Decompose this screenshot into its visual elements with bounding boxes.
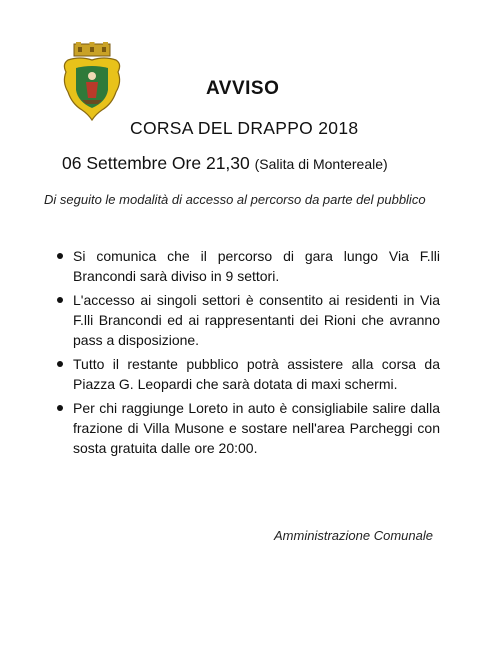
bullet-text: Tutto il restante pubblico potrà assistere alla corsa da Piazza G. Leopardi che sarà dotata di maxi schermi.	[73, 356, 440, 392]
notice-bullet-list	[56, 246, 440, 462]
event-title: CORSA DEL DRAPPO 2018	[130, 118, 359, 138]
event-date-line	[62, 153, 388, 174]
notice-title: AVVISO	[206, 78, 280, 99]
bullet-item	[56, 354, 440, 394]
bullet-item	[56, 246, 440, 286]
bullet-item	[56, 290, 440, 350]
bullet-text: L'accesso ai singoli settori è consentito ai residenti in Via F.lli Brancondi ed ai rappresentanti dei Rioni che avranno pass a disposizione.	[73, 292, 440, 348]
bullet-icon	[57, 297, 63, 303]
signature: Amministrazione Comunale	[274, 528, 433, 543]
bullet-text: Per chi raggiunge Loreto in auto è consigliabile salire dalla frazione di Villa Musone e sostare nell'area Parcheggi con sosta gratuita dalle ore 20:00.	[73, 400, 440, 456]
bullet-text: Si comunica che il percorso di gara lungo Via F.lli Brancondi sarà diviso in 9 settori.	[73, 248, 440, 284]
bullet-icon	[57, 361, 63, 367]
bullet-icon	[57, 405, 63, 411]
event-date-time: 06 Settembre Ore 21,30	[62, 153, 250, 173]
municipal-crest-icon	[60, 42, 124, 122]
bullet-item	[56, 398, 440, 458]
intro-text: Di seguito le modalità di accesso al percorso da parte del pubblico	[44, 192, 426, 207]
bullet-icon	[57, 253, 63, 259]
event-place: (Salita di Montereale)	[254, 156, 388, 172]
